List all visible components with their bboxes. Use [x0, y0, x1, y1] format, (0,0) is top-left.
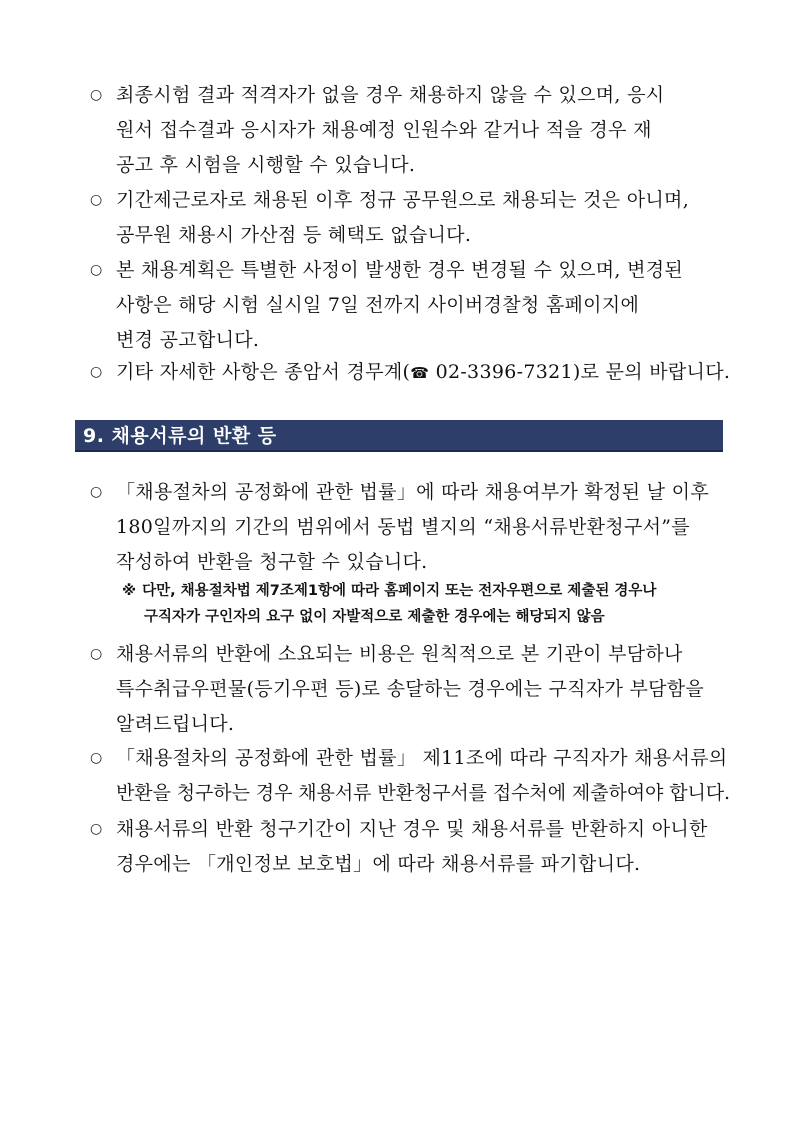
item-line: 특수취급우편물(등기우편 등)로 송달하는 경우에는 구직자가 부담함을 [116, 678, 705, 700]
section-item-destruction [90, 812, 730, 882]
notice-item-plan-change [90, 253, 730, 358]
phone-number: 02-3396-7321 [435, 361, 573, 383]
section-header-bar [75, 420, 723, 452]
note-exception [122, 578, 732, 630]
item-line: 「채용절차의 공정화에 관한 법률」 제11조에 따라 구직자가 채용서류의 [116, 747, 728, 769]
note-line [122, 578, 732, 604]
item-line: 본 채용계획은 특별한 사정이 발생한 경우 변경될 수 있으며, 변경된 [116, 259, 684, 281]
bullet-circle-icon: ○ [90, 750, 103, 766]
item-line: 알려드립니다. [116, 713, 235, 735]
item-line: 기간제근로자로 채용된 이후 정규 공무원으로 채용되는 것은 아니며, [116, 189, 690, 211]
item-line: 작성하여 반환을 청구할 수 있습니다. [116, 551, 428, 573]
note-text-2: 구직자가 구인자의 요구 없이 자발적으로 제출한 경우에는 해당되지 않음 [144, 609, 605, 625]
item-line: 「채용절차의 공정화에 관한 법률」에 따라 채용여부가 확정된 날 이후 [116, 481, 709, 503]
note-text-1: 다만, 채용절차법 제7조제1항에 따라 홈페이지 또는 전자우편으로 제출된 경우나 [142, 583, 657, 599]
telephone-icon: ☎ [410, 364, 430, 382]
item-line: 최종시험 결과 적격자가 없을 경우 채용하지 않을 수 있으며, 응시 [116, 84, 665, 106]
item-line: 경우에는 「개인정보 보호법」에 따라 채용서류를 파기합니다. [116, 853, 641, 875]
bullet-circle-icon: ○ [90, 87, 103, 103]
item-line: 사항은 해당 시험 실시일 7일 전까지 사이버경찰청 홈페이지에 [116, 294, 640, 316]
bullet-circle-icon: ○ [90, 364, 103, 380]
contact-line [116, 355, 730, 391]
reference-mark-icon: ※ [122, 583, 137, 599]
section-item-cost [90, 637, 730, 742]
section-item-submission [90, 741, 730, 811]
notice-item-contact [90, 355, 730, 391]
item-line: 변경 공고합니다. [116, 329, 260, 351]
item-line: 180일까지의 기간의 범위에서 동법 별지의 “채용서류반환청구서”를 [116, 516, 690, 538]
bullet-circle-icon: ○ [90, 262, 103, 278]
section-item-return-request [90, 475, 730, 580]
notice-item-disqualification [90, 78, 730, 183]
item-line: 반환을 청구하는 경우 채용서류 반환청구서를 접수처에 제출하여야 합니다. [116, 782, 730, 804]
bullet-circle-icon: ○ [90, 646, 103, 662]
bullet-circle-icon: ○ [90, 821, 103, 837]
contact-prefix: 기타 자세한 사항은 종암서 경무계( [116, 361, 411, 383]
contact-suffix: )로 문의 바랍니다. [572, 361, 731, 383]
bullet-circle-icon: ○ [90, 484, 103, 500]
item-line: 공고 후 시험을 시행할 수 있습니다. [116, 154, 416, 176]
notice-item-no-bonus [90, 183, 730, 253]
section-title: 9. 채용서류의 반환 등 [83, 425, 277, 447]
item-line: 공무원 채용시 가산점 등 혜택도 없습니다. [116, 224, 472, 246]
item-line: 채용서류의 반환에 소요되는 비용은 원칙적으로 본 기관이 부담하나 [116, 643, 683, 665]
item-line: 원서 접수결과 응시자가 채용예정 인원수와 같거나 적을 경우 재 [116, 119, 652, 141]
item-line: 채용서류의 반환 청구기간이 지난 경우 및 채용서류를 반환하지 아니한 [116, 818, 708, 840]
bullet-circle-icon: ○ [90, 192, 103, 208]
